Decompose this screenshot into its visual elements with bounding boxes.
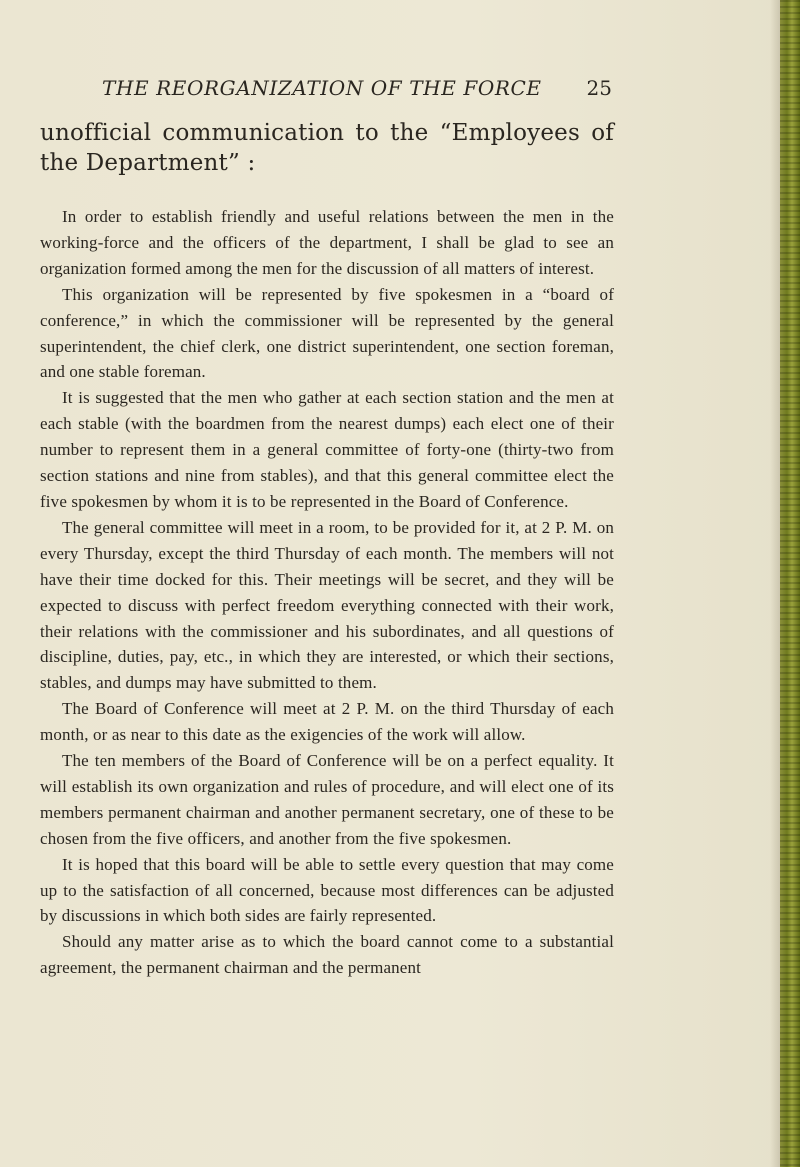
paragraph: This organization will be represented by five spokesmen in a “board of conference,” in which the commissioner will be represented by the general superintendent, the chief clerk, one district superintendent, one section foreman, and one stable foreman.	[40, 284, 614, 382]
page-body	[40, 118, 614, 981]
paragraph: The Board of Conference will meet at 2 P. M. on the third Thursday of each month, or as near to this date as the exigencies of the work will allow.	[40, 699, 614, 745]
paragraph: The ten members of the Board of Conference will be on a perfect equality. It will establish its own organization and rules of procedure, and will elect one of its members permanent chairman and another permanent secretary, one of these to be chosen from the five officers, and another from the five spokesmen.	[40, 751, 614, 848]
page-number: 25	[586, 76, 612, 100]
paragraph: In order to establish friendly and useful relations between the men in the working-force and the officers of the department, I shall be glad to see an organization formed among the men for the discussion of all matters of interest.	[40, 207, 614, 278]
paragraph: Should any matter arise as to which the board cannot come to a substantial agreement, the permanent chairman and the permanent	[40, 932, 614, 978]
paragraph: It is hoped that this board will be able to settle every question that may come up to the satisfaction of all concerned, because most differences can be adjusted by discussions in which both sides are fairly represented.	[40, 854, 614, 926]
book-edge	[780, 0, 800, 1167]
running-title: THE REORGANIZATION OF THE FORCE	[102, 76, 542, 100]
intro-text: unofficial communication to the “Employees of the Department” :	[40, 120, 614, 176]
paragraph: The general committee will meet in a room, to be provided for it, at 2 P. M. on every Thursday, except the third Thursday of each month. The members will not have their time docked for this. Their meetings will be secret, and they will be expected to discuss with perfect freedom everything connected with their work, their relations with the commissioner and his subordinates, and all questions of discipline, duties, pay, etc., in which they are interested, or which their sections, stables, and dumps may have submitted to them.	[40, 517, 614, 693]
page-header	[40, 76, 612, 106]
paragraph: It is suggested that the men who gather at each section station and the men at each stable (with the boardmen from the nearest dumps) each elect one of their number to represent them in a general committee of forty-one (thirty-two from section stations and nine from stables), and that this general committee elect the five spokesmen by whom it is to be represented in the Board of Conference.	[40, 388, 614, 511]
